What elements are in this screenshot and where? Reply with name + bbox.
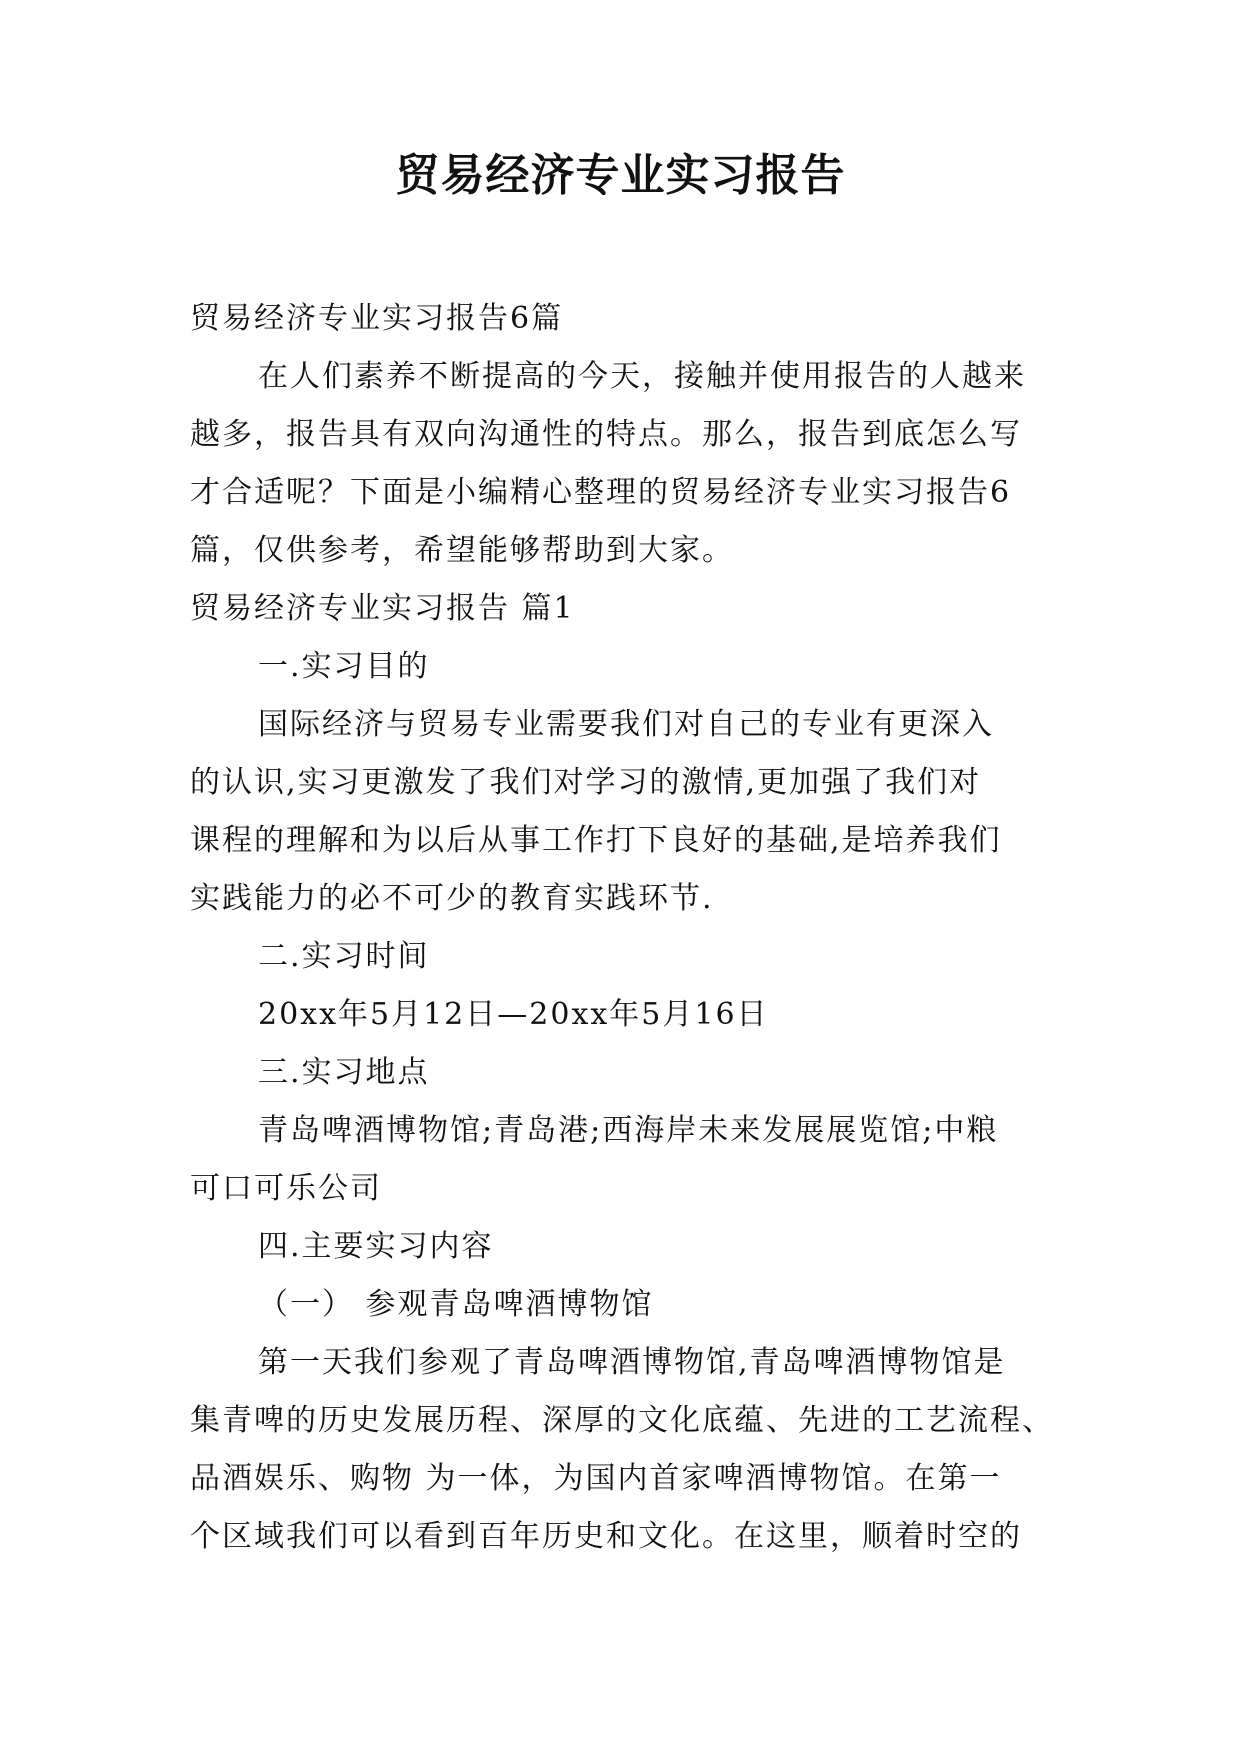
paragraph-line: 实践能力的必不可少的教育实践环节.: [190, 881, 714, 916]
subheading: 四.主要实习内容: [258, 1229, 494, 1264]
document-title: 贸易经济专业实习报告: [395, 150, 846, 201]
paragraph-line: 第一天我们参观了青岛啤酒博物馆,青岛啤酒博物馆是: [258, 1345, 1006, 1380]
paragraph-line: 20xx年5月12日—20xx年5月16日: [258, 997, 769, 1032]
paragraph-line: 越多，报告具有双向沟通性的特点。那么，报告到底怎么写: [190, 417, 1022, 452]
paragraph-line: 才合适呢？下面是小编精心整理的贸易经济专业实习报告6: [190, 475, 1012, 510]
subheading: （一） 参观青岛啤酒博物馆: [258, 1287, 654, 1322]
subheading: 二.实习时间: [258, 939, 430, 974]
paragraph-line: 青岛啤酒博物馆;青岛港;西海岸未来发展展览馆;中粮: [258, 1113, 999, 1148]
paragraph-line: 课程的理解和为以后从事工作打下良好的基础,是培养我们: [190, 823, 1002, 858]
paragraph-line: 品酒娱乐、购物 为一体，为国内首家啤酒博物馆。在第一: [190, 1461, 1002, 1496]
paragraph-line: 篇，仅供参考，希望能够帮助到大家。: [190, 533, 734, 568]
document-body: [190, 290, 1060, 1566]
paragraph-line: 国际经济与贸易专业需要我们对自己的专业有更深入: [258, 707, 994, 742]
section-heading: 贸易经济专业实习报告 篇1: [190, 591, 575, 626]
subheading: 一.实习目的: [258, 649, 430, 684]
doc-subtitle: 贸易经济专业实习报告6篇: [190, 301, 564, 336]
paragraph-line: 可口可乐公司: [190, 1171, 382, 1206]
subheading: 三.实习地点: [258, 1055, 430, 1090]
paragraph-line: 集青啤的历史发展历程、深厚的文化底蕴、先进的工艺流程、: [190, 1403, 1054, 1438]
paragraph-line: 在人们素养不断提高的今天，接触并使用报告的人越来: [258, 359, 1026, 394]
paragraph-line: 的认识,实习更激发了我们对学习的激情,更加强了我们对: [190, 765, 982, 800]
paragraph-line: 个区域我们可以看到百年历史和文化。在这里，顺着时空的: [190, 1519, 1022, 1554]
